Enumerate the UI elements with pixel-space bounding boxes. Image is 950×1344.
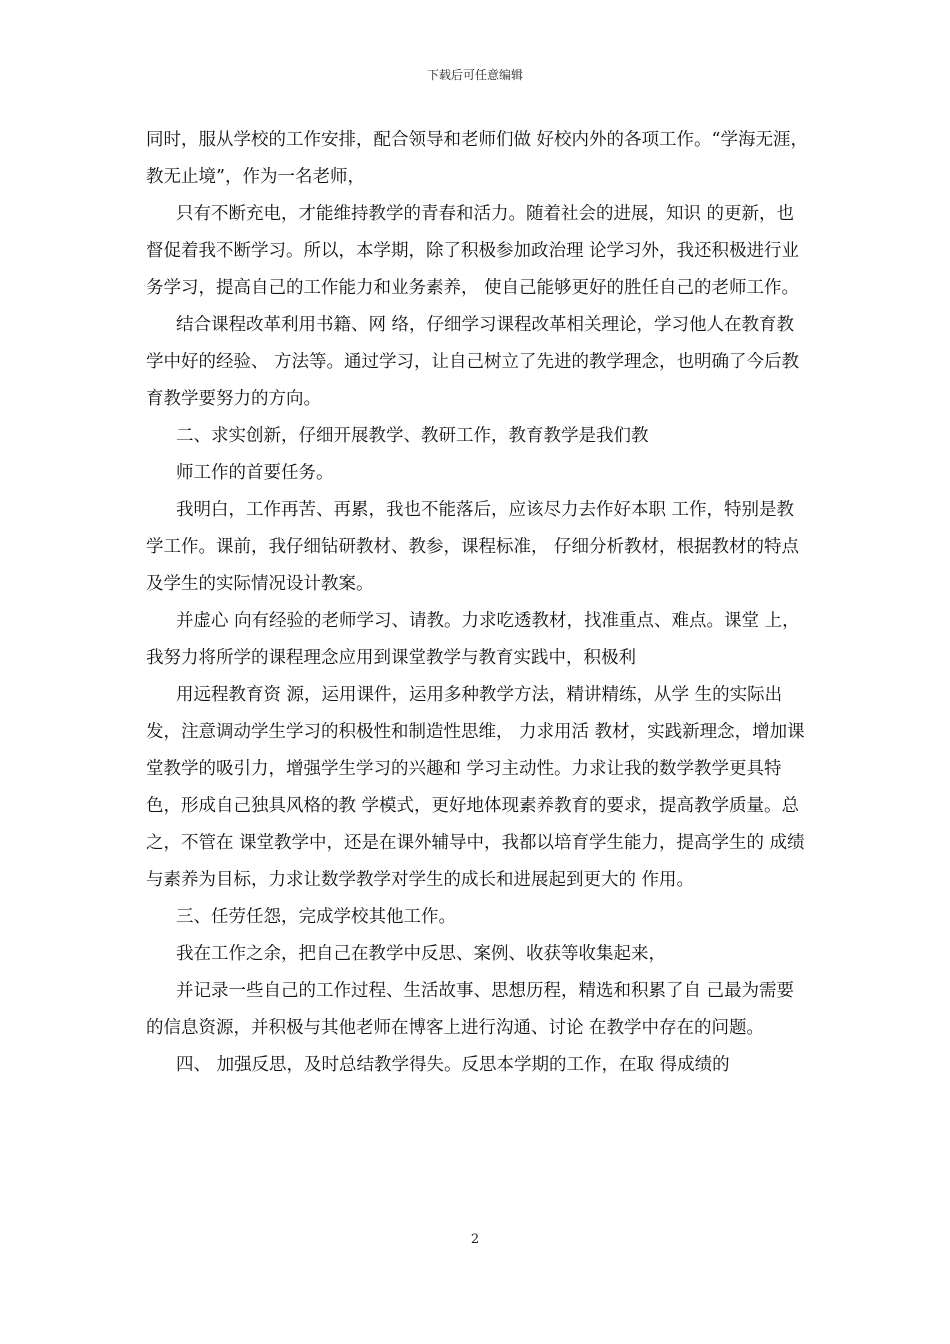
paragraph: 并记录一些自己的工作过程、生活故事、思想历程，精选和积累了自 己最为需要的信息资源，并积极与其他老师在博客上进行沟通、讨论 在教学中存在的问题。 [146,981,795,1038]
paragraph: 并虚心 向有经验的老师学习、请教。力求吃透教材，找准重点、难点。课堂 上，我努力将所学的课程理念应用到课堂教学与教育实践中，积极利 [146,611,800,668]
page-header: 下载后可任意编辑 [426,68,523,82]
paragraph: 四、 加强反思，及时总结教学得失。反思本学期的工作，在取 得成绩的 [176,1055,730,1075]
paragraph: 用远程教育资 源，运用课件，运用多种教学方法，精讲精练，从学 生的实际出发，注意调动学生学习的积极性和制造性思维， 力求用活 教材，实践新理念，增加课堂教学的吸引力，增强学生学习的兴趣和 学习主动性。力求让我的数学教学更具特色，形成自己独具风格的教 学模式，更好地体现素养教育的要求，提高教学质量。总之，不管在 课堂教学中，还是在课外辅导中，我都以培育学生能力，提高学生的 成绩与素养为目标，力求让数学教学对学生的成长和进展起到更大的 作用。 [146,685,805,890]
paragraph: 二、求实创新，仔细开展教学、教研工作，教育教学是我们教 [176,426,649,446]
paragraph: 师工作的首要任务。 [176,463,334,483]
paragraph: 三、任劳任怨，完成学校其他工作。 [176,907,456,927]
document-body [146,122,811,1084]
paragraph: 结合课程改革利用书籍、网 络，仔细学习课程改革相关理论，学习他人在教育教学中好的经验、 方法等。通过学习，让自己树立了先进的教学理念，也明确了今后教 育教学要努力的方向。 [146,315,800,409]
page-number: 2 [470,1232,480,1247]
paragraph: 我明白，工作再苦、再累，我也不能落后，应该尽力去作好本职 工作，特别是教学工作。课前，我仔细钻研教材、教参，课程标准， 仔细分析教材，根据教材的特点及学生的实际情况设计教案。 [146,500,800,594]
paragraph: 我在工作之余，把自己在教学中反思、案例、收获等收集起来， [176,944,666,964]
paragraph: 同时，服从学校的工作安排，配合领导和老师们做 好校内外的各项工作。“学海无涯，教无止境”，作为一名老师， [146,130,809,187]
paragraph: 只有不断充电，才能维持教学的青春和活力。随着社会的进展，知识 的更新，也督促着我不断学习。所以，本学期，除了积极参加政治理 论学习外，我还积极进行业务学习，提高自己的工作能力和业务素养， 使自己能够更好的胜任自己的老师工作。 [146,204,800,298]
